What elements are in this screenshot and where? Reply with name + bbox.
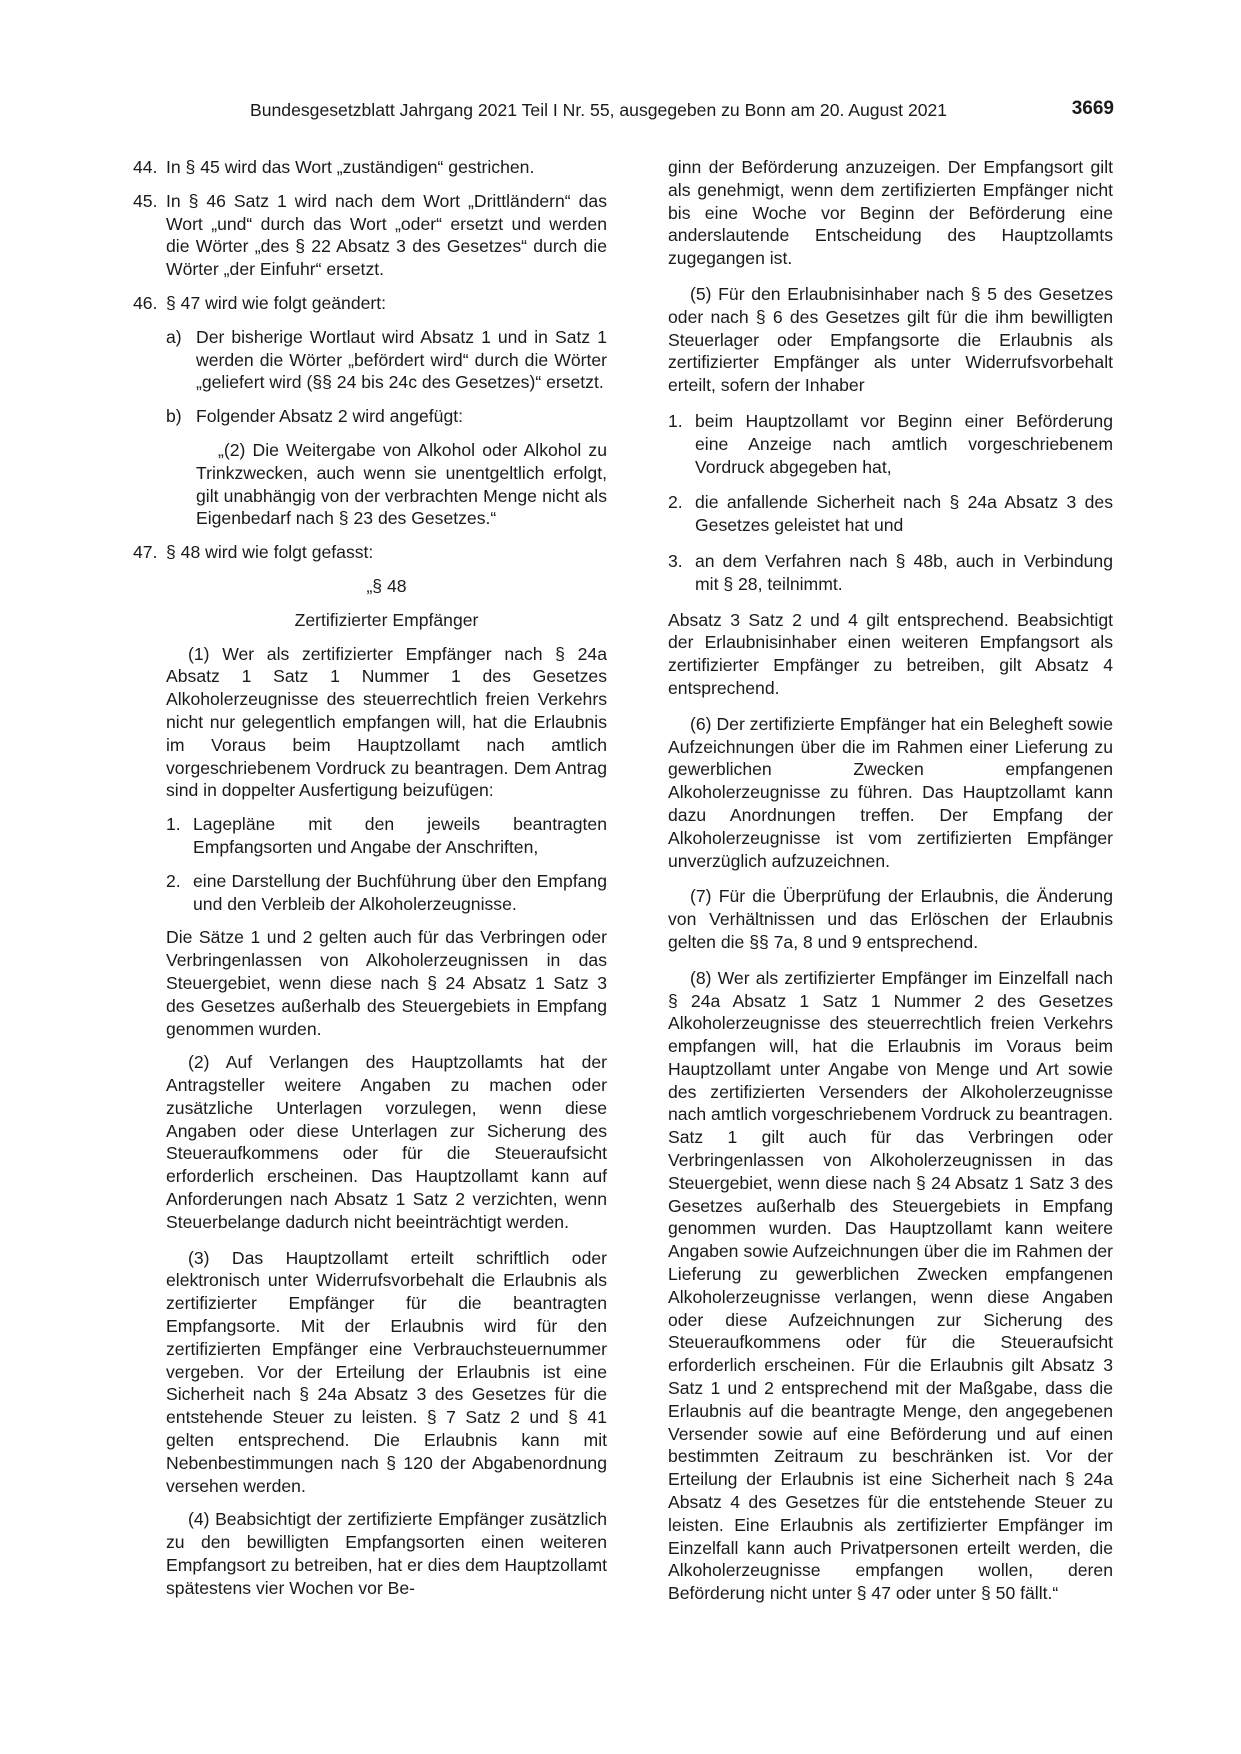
header-title: Bundesgesetzblatt Jahrgang 2021 Teil I Nr. 55, ausgegeben zu Bonn am 20. August 2021 xyxy=(250,100,948,120)
sub-item-letter: b) xyxy=(166,406,182,427)
left-column xyxy=(133,156,607,1600)
sub-item-text: Der bisherige Wortlaut wird Absatz 1 und in Satz 1 werden die Wörter „befördert wird“ durch die Wörter „geliefert wird (§§ 24 bis 24c des Gesetzes)“ ersetzt. xyxy=(196,326,607,393)
section-title: Zertifizierter Empfänger xyxy=(294,609,479,630)
section-heading: „§ 48 xyxy=(366,575,407,596)
item-number: 2. xyxy=(166,870,181,891)
item-number: 46. xyxy=(133,292,158,313)
item-number: 44. xyxy=(133,157,158,177)
numbered-item-1 xyxy=(668,410,1113,478)
quoted-paragraph: „(2) Die Weitergabe von Alkohol oder Alkohol zu Trinkzwecken, auch wenn sie unentgeltlich erfolgt, gilt unabhängig von der verbrachten Menge nicht als Eigenbedarf nach § 23 des Gesetzes.“ xyxy=(196,439,607,529)
item-text: § 47 wird wie folgt geändert: xyxy=(166,292,387,313)
paragraph-4-end: ginn der Beförderung anzuzeigen. Der Empfangsort gilt als genehmigt, wenn dem zertifizierten Empfänger nicht bis eine Woche vor Beginn der Beförderung eine anderslautende Entscheidung des Hauptzollamts zugegangen ist. xyxy=(668,157,1113,269)
paragraph-6: (6) Der zertifizierte Empfänger hat ein Belegheft sowie Aufzeichnungen über die im Rahmen einer Lieferung zu gewerblichen Zwecken empfangenen Alkoholerzeugnisse zu führen. Das Hauptzollamt kann dazu Anordnungen treffen. Der Empfang der Alkoholerzeugnisse ist vom zertifizierten Empfänger unverzüglich aufzuzeichnen. xyxy=(668,713,1113,871)
list-item-47 xyxy=(133,541,607,564)
item-text: an dem Verfahren nach § 48b, auch in Verbindung mit § 28, teilnimmt. xyxy=(695,550,1113,594)
sub-item-text: Folgender Absatz 2 wird angefügt: xyxy=(196,406,464,427)
paragraph-4-start: (4) Beabsichtigt der zertifizierte Empfänger zusätzlich zu den bewilligten Empfangsorten einen weiteren Empfangsort zu betreiben, hat er dies dem Hauptzollamt spätestens vier Wochen vor Be- xyxy=(166,1509,607,1598)
item-text: In § 46 Satz 1 wird nach dem Wort „Drittländern“ das Wort „und“ durch das Wort „oder“ ersetzt und werden die Wörter „des § 22 Absatz 3 des Gesetzes“ durch die Wörter „der Einfuhr“ ersetzt. xyxy=(166,190,607,280)
item-number: 45. xyxy=(133,190,158,211)
paragraph-5: (5) Für den Erlaubnisinhaber nach § 5 des Gesetzes oder nach § 6 des Gesetzes gilt für die ihm bewilligten Steuerlager oder Empfangsorte die Erlaubnis als zertifizierter Empfänger als unter Widerrufsvorbehalt erteilt, sofern der Inhaber xyxy=(668,283,1113,396)
paragraph-1-tail: Die Sätze 1 und 2 gelten auch für das Verbringen oder Verbringenlassen von Alkoholerzeugnissen in das Steuergebiet, wenn diese nach § 24 Absatz 1 Satz 3 des Gesetzes außerhalb des Steuergebiets in Empfang genommen wurden. xyxy=(166,927,607,1039)
numbered-item-2 xyxy=(166,870,607,916)
paragraph-2: (2) Auf Verlangen des Hauptzollamts hat der Antragsteller weitere Angaben zu machen oder zusätzliche Unterlagen vorzulegen, wenn diese Angaben oder diese Unterlagen zur Sicherung des Steueraufkommens oder für die Steueraufsicht erforderlich erscheinen. Das Hauptzollamt kann auf Anforderungen nach Absatz 1 Satz 2 verzichten, wenn Steuerbelange dadurch nicht beeinträchtigt werden. xyxy=(166,1052,607,1232)
sub-item-letter: a) xyxy=(166,326,182,347)
item-text: die anfallende Sicherheit nach § 24a Absatz 3 des Gesetzes geleistet hat und xyxy=(695,492,1113,536)
paragraph-1: (1) Wer als zertifizierter Empfänger nach § 24a Absatz 1 Satz 1 Nummer 1 des Gesetzes Alkoholerzeugnisse des steuerrechtlich freien Verkehrs nicht nur gelegentlich empfangen will, hat die Erlaubnis im Voraus beim Hauptzollamt nach amtlich vorgeschriebenem Vordruck zu beantragen. Dem Antrag sind in doppelter Ausfertigung beizufügen: xyxy=(166,643,607,801)
item-text: In § 45 wird das Wort „zuständigen“ gestrichen. xyxy=(166,157,535,177)
paragraph-8: (8) Wer als zertifizierter Empfänger im Einzelfall nach § 24a Absatz 1 Satz 1 Nummer 2 des Gesetzes Alkoholerzeugnisse des steuerrechtlich freien Verkehrs empfangen will, hat die Erlaubnis im Voraus beim Hauptzollamt unter Angabe von Menge und Art sowie des zertifizierten Versenders der Alkoholerzeugnisse nach amtlich vorgeschriebenem Vordruck zu beantragen. Satz 1 gilt auch für das Verbringen oder Verbringenlassen von Alkoholerzeugnissen in das Steuergebiet, wenn diese nach § 24 Absatz 1 Satz 3 des Gesetzes außerhalb des Steuergebiets in Empfang genommen wurden. Das Hauptzollamt kann weitere Angaben sowie Aufzeichnungen über die im Rahmen der Lieferung zu gewerblichen Zwecken empfangenen Alkoholerzeugnisse verlangen, wenn diese Angaben oder diese Aufzeichnungen zur Sicherung des Steueraufkommens oder für die Steueraufsicht erforderlich erscheinen. Für die Erlaubnis gilt Absatz 3 Satz 1 und 2 entsprechend mit der Maßgabe, dass die Erlaubnis auf die beantragte Menge, den angegebenen Versender sowie auf eine Beförderung und auf einen bestimmten Zeitraum zu beschränken ist. Vor der Erteilung der Erlaubnis ist eine Sicherheit nach § 24a Absatz 4 des Gesetzes für die entstehende Steuer zu leisten. Eine Erlaubnis als zertifizierter Empfänger im Einzelfall kann auch Privatpersonen erteilt werden, die Alkoholerzeugnisse empfangen wollen, deren Beförderung nicht unter § 47 oder unter § 50 fällt.“ xyxy=(668,967,1113,1604)
numbered-item-2 xyxy=(668,491,1113,537)
list-item-44 xyxy=(133,156,607,179)
paragraph-3: (3) Das Hauptzollamt erteilt schriftlich oder elektronisch unter Widerrufsvorbehalt die Erlaubnis als zertifizierter Empfänger für die beantragten Empfangsorte. Mit der Erlaubnis wird für den zertifizierten Empfänger eine Verbrauchsteuernummer vergeben. Vor der Erteilung der Erlaubnis ist eine Sicherheit nach § 24a Absatz 3 des Gesetzes für die entstehende Steuer zu leisten. § 7 Satz 2 und § 41 gelten entsprechend. Die Erlaubnis kann mit Nebenbestimmungen nach § 120 der Abgabenordnung versehen werden. xyxy=(166,1247,607,1496)
sub-item-46a xyxy=(166,326,607,394)
item-number: 3. xyxy=(668,550,683,571)
item-number: 2. xyxy=(668,492,683,513)
page-number: 3669 xyxy=(1071,98,1114,119)
item-text: Lagepläne mit den jeweils beantragten Empfangsorten und Angabe der Anschriften, xyxy=(193,814,607,857)
running-header xyxy=(250,100,1114,126)
numbered-item-1 xyxy=(166,813,607,859)
item-text: eine Darstellung der Buchführung über den Empfang und den Verbleib der Alkoholerzeugnisse. xyxy=(193,870,607,914)
numbered-item-3 xyxy=(668,550,1113,596)
list-item-46 xyxy=(133,292,607,315)
item-number: 1. xyxy=(166,814,181,835)
right-column xyxy=(668,156,1113,1605)
paragraph-5-tail: Absatz 3 Satz 2 und 4 gilt entsprechend. Beabsichtigt der Erlaubnisinhaber einen weiteren Empfangsort als zertifizierter Empfänger zu betreiben, gilt Absatz 4 entsprechend. xyxy=(668,609,1113,698)
sub-item-46b xyxy=(166,405,607,428)
item-number: 47. xyxy=(133,542,158,563)
list-item-45 xyxy=(133,190,607,281)
item-text: § 48 wird wie folgt gefasst: xyxy=(166,542,374,563)
paragraph-7: (7) Für die Überprüfung der Erlaubnis, die Änderung von Verhältnissen und das Erlöschen der Erlaubnis gelten die §§ 7a, 8 und 9 entsprechend. xyxy=(668,886,1113,952)
item-text: beim Hauptzollamt vor Beginn einer Beförderung eine Anzeige nach amtlich vorgeschriebenem Vordruck abgegeben hat, xyxy=(695,410,1113,477)
item-number: 1. xyxy=(668,410,683,431)
